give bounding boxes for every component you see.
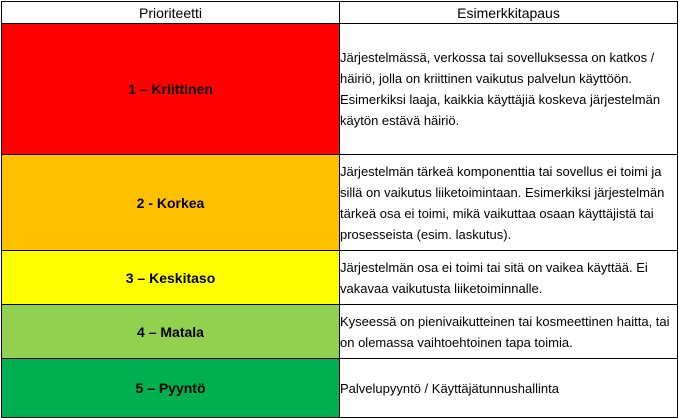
header-row: [2, 2, 678, 24]
example-description-cell: Järjestelmässä, verkossa tai sovelluksessa on katkos / häiriö, jolla on kriittinen vaikutus palvelun käyttöön. Esimerkiksi laaja, kaikkia käyttäjiä koskeva järjestelmän käytön estävä häiriö.: [340, 24, 678, 155]
example-description-cell: Palvelupyyntö / Käyttäjätunnushallinta: [340, 359, 678, 418]
header-priority: Prioriteetti: [2, 2, 340, 24]
example-description-cell: Järjestelmän osa ei toimi tai sitä on vaikea käyttää. Ei vakavaa vaikutusta liiketoiminnalle.: [340, 251, 678, 305]
priority-level-cell: 1 – Kriittinen: [2, 24, 340, 155]
priority-table: [1, 1, 678, 418]
priority-level-cell: 3 – Keskitaso: [2, 251, 340, 305]
table-row: [2, 359, 678, 418]
header-example: Esimerkkitapaus: [340, 2, 678, 24]
priority-level-cell: 5 – Pyyntö: [2, 359, 340, 418]
table-row: [2, 251, 678, 305]
example-description-cell: Järjestelmän tärkeä komponenttia tai sovellus ei toimi ja sillä on vaikutus liiketoimintaan. Esimerkiksi järjestelmän tärkeä osa ei toimi, mikä vaikuttaa osaan käyttäjistä tai prosesseista (esim. laskutus).: [340, 155, 678, 251]
table-row: [2, 155, 678, 251]
example-description-cell: Kyseessä on pienivaikutteinen tai kosmeettinen haitta, tai on olemassa vaihtoehtoinen tapa toimia.: [340, 305, 678, 359]
table-row: [2, 24, 678, 155]
priority-level-cell: 2 - Korkea: [2, 155, 340, 251]
priority-level-cell: 4 – Matala: [2, 305, 340, 359]
table-row: [2, 305, 678, 359]
